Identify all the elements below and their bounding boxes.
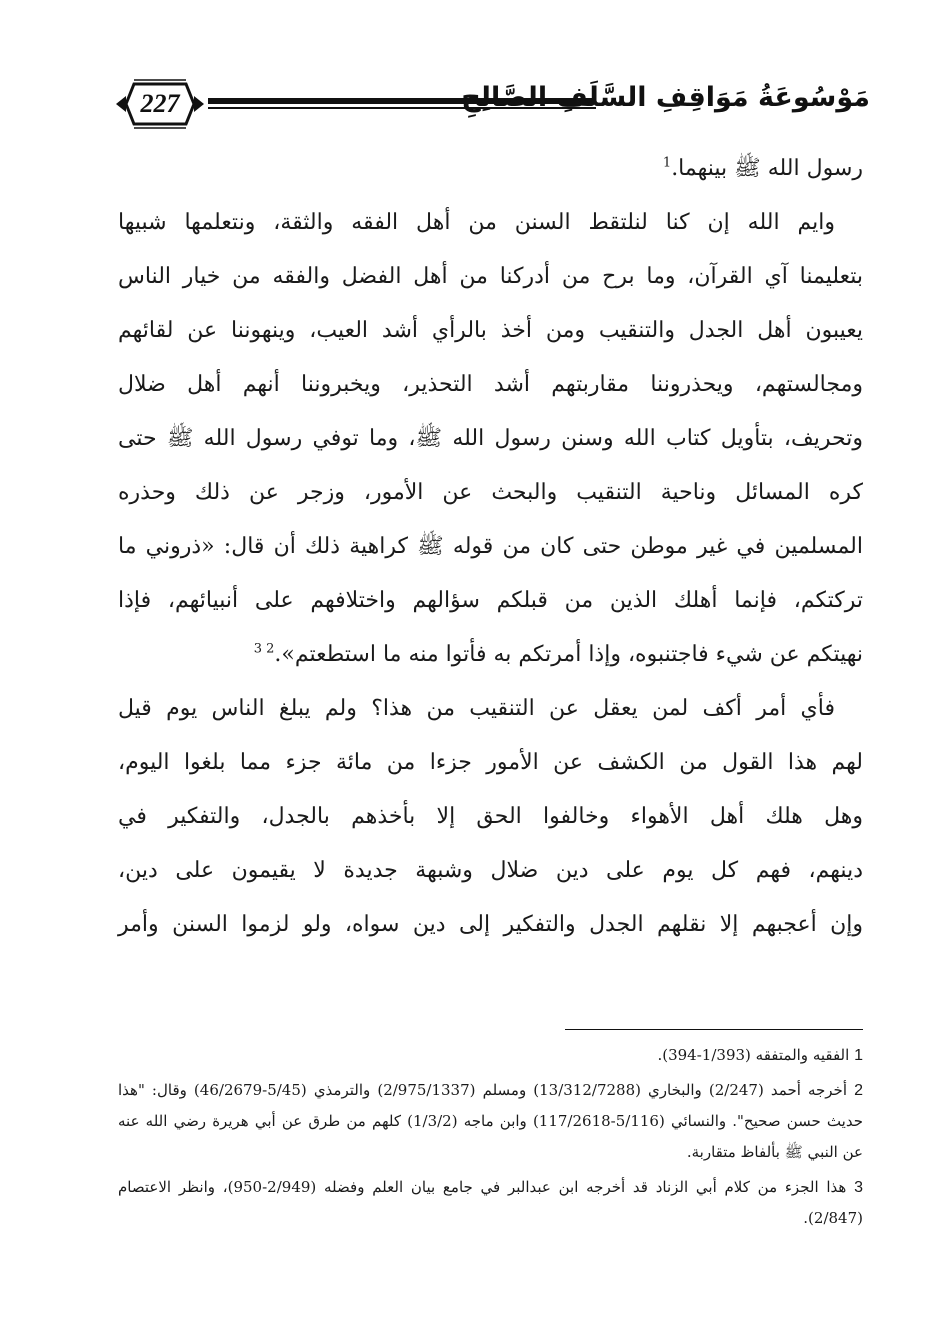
- text-line-content: رسول الله ﷺ بينهما.: [671, 156, 863, 181]
- footnote: [118, 1172, 863, 1234]
- text-line: فأي أمر أكف لمن يعقل عن التنقيب من هذا؟ ولم يبلغ الناس يوم قيل: [118, 696, 835, 721]
- footnote-number: 2: [854, 1082, 863, 1099]
- footnote-marker: 1: [662, 155, 672, 171]
- footnote: [118, 1040, 863, 1071]
- text-line: تركتكم، فإنما أهلك الذين من قبلكم سؤالهم واختلافهم على أنبيائهم، فإذا: [118, 588, 863, 613]
- text-line: وتحريف، بتأويل كتاب الله وسنن رسول الله ﷺ، وما توفي رسول الله ﷺ حتى: [118, 426, 863, 451]
- paragraph: [118, 682, 863, 952]
- footnote-number: 3: [854, 1179, 863, 1196]
- main-text: [118, 142, 863, 952]
- footnote-text: أخرجه أحمد (2/247) والبخاري (13/312/7288) ومسلم (2/975/1337) والترمذي (5/45-46/2679) وقال: "هذا حديث حسن صحيح". والنسائي (5/116-117/2618) وابن ماجه (1/3/2) كلهم من طرق عن أبي هريرة رضي الله عنه عن النبي ﷺ بألفاظ متقاربة.: [118, 1081, 863, 1161]
- footnote: [118, 1075, 863, 1168]
- text-line: بتعليمنا آي القرآن، وما برح من أدركنا من أهل الفضل والفقه من خيار الناس: [118, 264, 863, 289]
- text-line: [118, 628, 863, 682]
- page-number: 227: [140, 89, 180, 118]
- text-line: وهل هلك أهل الأهواء وخالفوا الحق إلا بأخذهم بالجدل، والتفكير في: [118, 804, 863, 829]
- text-line: يعيبون أهل الجدل والتنقيب ومن أخذ بالرأي أشد العيب، وينهوننا عن لقائهم: [118, 318, 863, 343]
- paragraph: [118, 196, 863, 682]
- footnote-text: الفقيه والمتفقه (1/393-394).: [657, 1046, 850, 1064]
- footnote-separator: [565, 1029, 863, 1030]
- text-line-content: نهيتكم عن شيء فاجتنبوه، وإذا أمرتكم به فأتوا منه ما استطعتم».: [274, 642, 863, 667]
- footnote-text: هذا الجزء من كلام أبي الزناد قد أخرجه ابن عبدالبر في جامع بيان العلم وفضله (2/949-950)، وانظر الاعتصام (2/847).: [118, 1178, 863, 1227]
- text-line: وايم الله إن كنا لنلتقط السنن من أهل الفقه والثقة، ونتعلمها شبيها: [118, 210, 835, 235]
- footnote-marker: 2 3: [253, 641, 275, 657]
- footnote-number: 1: [854, 1047, 863, 1064]
- text-line: المسلمين في غير موطن حتى كان من قوله ﷺ كراهية ذلك أن قال: «ذروني ما: [118, 534, 863, 559]
- text-line: وإن أعجبهم إلا نقلهم الجدل والتفكير إلى دين سواه، ولو لزموا السنن وأمر: [118, 912, 863, 937]
- text-line: دينهم، فهم كل يوم على دين ضلال وشبهة جديدة لا يقيمون على دين،: [118, 858, 863, 883]
- text-line: ومجالستهم، ويحذروننا مقاربتهم أشد التحذير، ويخبروننا أنهم أهل ضلال: [118, 372, 863, 397]
- text-line: لهم هذا القول من الكشف عن الأمور جزءا من مائة جزء مما بلغوا اليوم،: [118, 750, 863, 775]
- page-header: [0, 0, 934, 150]
- book-title: مَوْسُوعَةُ مَوَاقِفِ السَّلَفِ الصَّالِحِ: [461, 82, 870, 113]
- footnotes: [118, 1040, 863, 1238]
- page-number-badge: [112, 74, 208, 134]
- text-line: كره المسائل وناحية التنقيب والبحث عن الأمور، وزجر عن ذلك وحذره: [118, 480, 863, 505]
- text-line: [118, 142, 863, 196]
